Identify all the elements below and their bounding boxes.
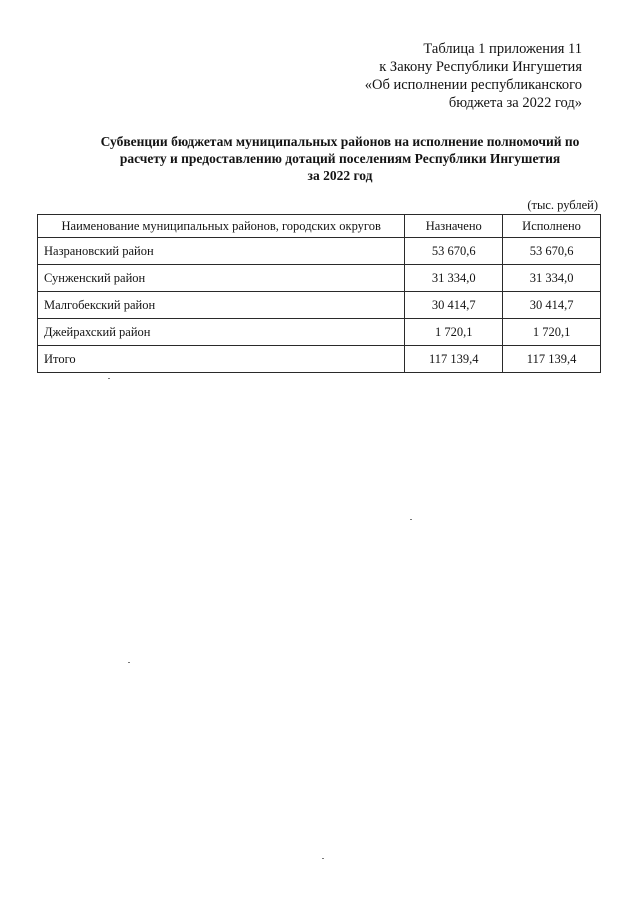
row-assigned: 53 670,6 xyxy=(405,238,503,265)
scan-speck xyxy=(322,858,324,859)
appendix-reference xyxy=(322,40,582,112)
row-name: Назрановский район xyxy=(38,238,405,265)
total-label: Итого xyxy=(38,346,405,373)
title-line-3: за 2022 год xyxy=(307,168,373,183)
scan-speck xyxy=(128,662,130,663)
row-assigned: 1 720,1 xyxy=(405,319,503,346)
row-executed: 1 720,1 xyxy=(503,319,601,346)
title-line-1: Субвенции бюджетам муниципальных районов на исполнение полномочий по xyxy=(100,134,580,149)
total-assigned: 117 139,4 xyxy=(405,346,503,373)
row-name: Джейрахский район xyxy=(38,319,405,346)
row-executed: 53 670,6 xyxy=(503,238,601,265)
row-executed: 30 414,7 xyxy=(503,292,601,319)
table-row xyxy=(38,292,601,319)
column-header-name: Наименование муниципальных районов, городских округов xyxy=(38,215,405,238)
row-executed: 31 334,0 xyxy=(503,265,601,292)
column-header-assigned: Назначено xyxy=(405,215,503,238)
row-name: Сунженский район xyxy=(38,265,405,292)
table-total-row xyxy=(38,346,601,373)
title-line-2: расчету и предоставлению дотаций поселениям Республики Ингушетия xyxy=(119,151,561,166)
total-executed: 117 139,4 xyxy=(503,346,601,373)
table-row xyxy=(38,319,601,346)
subventions-table xyxy=(37,214,601,373)
appendix-line-4: бюджета за 2022 год» xyxy=(448,95,582,111)
units-label: (тыс. рублей) xyxy=(527,198,598,212)
appendix-line-2: к Закону Республики Ингушетия xyxy=(379,59,582,75)
table-header-row xyxy=(38,215,601,238)
table-row xyxy=(38,238,601,265)
row-assigned: 30 414,7 xyxy=(405,292,503,319)
row-name: Малгобекский район xyxy=(38,292,405,319)
document-title xyxy=(60,133,620,184)
scan-speck xyxy=(108,378,110,379)
appendix-line-1: Таблица 1 приложения 11 xyxy=(423,41,582,57)
table-row xyxy=(38,265,601,292)
appendix-line-3: «Об исполнении республиканского xyxy=(364,77,582,93)
column-header-executed: Исполнено xyxy=(503,215,601,238)
scan-speck xyxy=(410,519,412,520)
row-assigned: 31 334,0 xyxy=(405,265,503,292)
